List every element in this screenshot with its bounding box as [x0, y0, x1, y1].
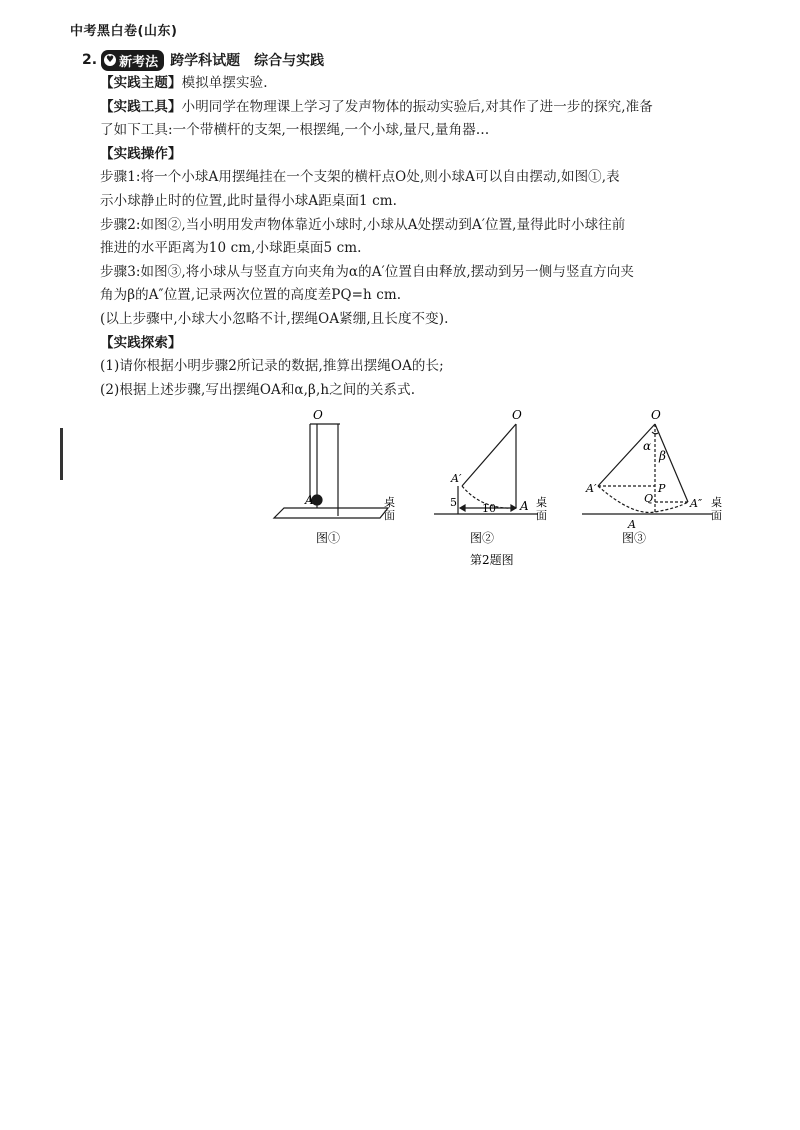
- text-line: [100, 332, 730, 356]
- label-q: Q: [644, 492, 654, 505]
- desk-label-2: 面: [536, 509, 547, 522]
- label-o: O: [651, 408, 661, 422]
- desk-label-2: 面: [711, 509, 722, 522]
- text-line: [100, 166, 730, 190]
- text-line: [100, 214, 730, 238]
- label-a: A: [520, 499, 529, 513]
- question-subtitle: 综合与实践: [254, 53, 325, 69]
- question-number: 2.: [82, 52, 98, 68]
- figures-svg: [260, 404, 730, 574]
- line-text: (2)根据上述步骤,写出摆绳OA和α,β,h之间的关系式.: [100, 381, 416, 398]
- arrow-left: [460, 505, 465, 511]
- text-line: [100, 190, 730, 214]
- question-body: [100, 72, 730, 402]
- text-line: [100, 284, 730, 308]
- text-line: [100, 261, 730, 285]
- question-title: [82, 50, 324, 70]
- label-beta: β: [659, 449, 666, 463]
- caption-fig1: 图①: [316, 531, 341, 545]
- label-o: O: [313, 408, 323, 422]
- desk-label-2: 面: [384, 509, 395, 522]
- label-p: P: [658, 482, 666, 495]
- line-text: 角为β的A″位置,记录两次位置的高度差PQ=h cm.: [100, 287, 402, 304]
- text-line: [100, 355, 730, 379]
- line-text: (1)请你根据小明步骤2所记录的数据,推算出摆绳OA的长;: [100, 358, 444, 375]
- figure-1: [274, 424, 388, 518]
- swung-string: [462, 424, 516, 486]
- string-a-prime: [598, 424, 655, 486]
- label-a-prime: A′: [451, 472, 462, 485]
- line-text: 步骤3:如图③,将小球从与竖直方向夹角为α的A′位置自由释放,摆动到另一侧与竖直方向夹: [100, 263, 634, 280]
- question-tag: 跨学科试题: [170, 53, 241, 69]
- new-method-badge: [101, 50, 164, 71]
- section-label: 【实践工具】: [100, 98, 182, 115]
- label-o: O: [512, 408, 522, 422]
- label-a: A: [628, 518, 636, 531]
- line-text: 模拟单摆实验.: [181, 75, 268, 91]
- desk-label-1: 桌: [536, 496, 547, 509]
- figure-group: [260, 404, 730, 574]
- desk-surface: [274, 508, 388, 518]
- caption-fig3: 图③: [622, 531, 647, 545]
- heart-icon: ♥: [106, 55, 115, 65]
- desk-label-1: 桌: [384, 496, 395, 509]
- section-label: 【实践主题】: [100, 75, 182, 91]
- text-line: [100, 379, 730, 403]
- text-line: [100, 96, 730, 120]
- label-distance: 10: [482, 502, 496, 515]
- label-a-prime: A′: [586, 482, 597, 495]
- line-text: (以上步骤中,小球大小忽略不计,摆绳OA紧绷,且长度不变).: [100, 310, 449, 327]
- text-line: [100, 143, 730, 167]
- angle-arc: [652, 432, 658, 434]
- text-line: [100, 237, 730, 261]
- text-line: [100, 308, 730, 332]
- text-line: [100, 119, 730, 143]
- figure-main-caption: 第2题图: [470, 553, 514, 567]
- line-text: 了如下工具:一个带横杆的支架,一根摆绳,一个小球,量尺,量角器…: [100, 122, 490, 139]
- label-height: 5: [450, 496, 457, 509]
- label-a: A: [305, 493, 314, 507]
- section-label: 【实践探索】: [100, 334, 182, 351]
- section-label: 【实践操作】: [100, 145, 182, 162]
- caption-fig2: 图②: [470, 531, 495, 545]
- label-a-double-prime: A″: [690, 497, 703, 510]
- line-text: 步骤1:将一个小球A用摆绳挂在一个支架的横杆点O处,则小球A可以自由摆动,如图①,表: [100, 169, 620, 186]
- arrow-right: [511, 505, 516, 511]
- line-text: 步骤2:如图②,当小明用发声物体靠近小球时,小球从A处摆动到A′位置,量得此时小球往前: [100, 216, 626, 233]
- text-line: [100, 72, 730, 96]
- line-text: 推进的水平距离为10 cm,小球距桌面5 cm.: [100, 240, 362, 257]
- swing-arc: [598, 486, 688, 512]
- label-alpha: α: [643, 439, 652, 453]
- desk-label-1: 桌: [711, 496, 722, 509]
- line-text: 小明同学在物理课上学习了发声物体的振动实验后,对其作了进一步的探究,准备: [181, 98, 653, 115]
- scan-edge-mark: [60, 428, 63, 480]
- book-header: 中考黑白卷(山东): [70, 24, 178, 39]
- badge-label: 新考法: [119, 54, 159, 70]
- line-text: 示小球静止时的位置,此时量得小球A距桌面1 cm.: [100, 192, 398, 209]
